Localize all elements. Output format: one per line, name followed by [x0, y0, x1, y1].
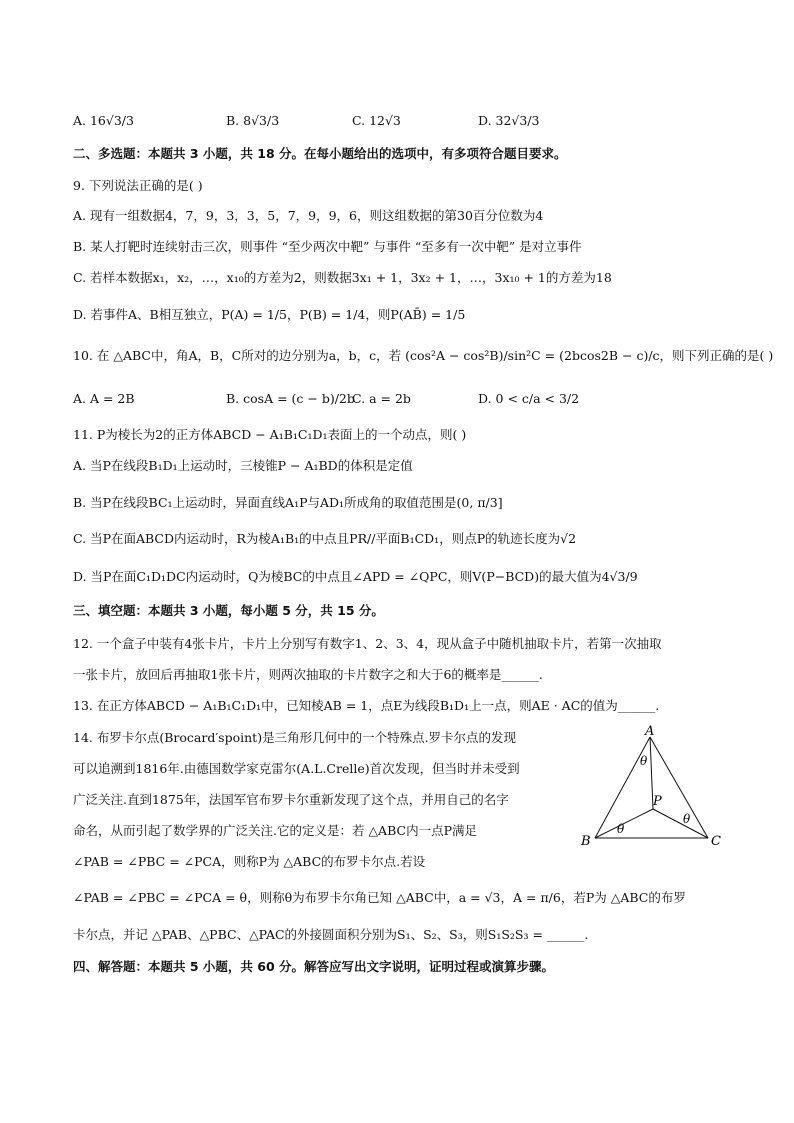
label-c: C	[711, 834, 721, 849]
brocard-triangle-figure	[575, 725, 735, 853]
q14-line-3: 广泛关注.直到1875年，法国军官布罗卡尔重新发现了这个点，并用自己的名字	[73, 792, 509, 807]
q10-option-d: D. 0 < c/a < 3/2	[478, 391, 580, 406]
section-2-title: 二、多选题：本题共 3 小题，共 18 分。在每小题给出的选项中，有多项符合题目要求。	[73, 146, 567, 161]
q9-option-a: A. 现有一组数据4，7，9，3，3，5，7，9，9，6，则这组数据的第30百分位数为4	[73, 208, 544, 223]
label-b: B	[581, 834, 591, 849]
q11-option-c: C. 当P在面ABCD内运动时，R为棱A₁B₁的中点且PR//平面B₁CD₁，则点P的轨迹长度为√2	[73, 531, 577, 546]
q14-line-2: 可以追溯到1816年.由德国数学家克雷尔(A.L.Crelle)首次发现，但当时并未受到	[73, 761, 520, 776]
q14-line-4: 命名，从而引起了数学界的广泛关注.它的定义是：若 △ABC内一点P满足	[73, 823, 477, 838]
q11-option-a: A. 当P在线段B₁D₁上运动时，三棱锥P − A₁BD的体积是定值	[73, 458, 413, 473]
q14-line-1: 14. 布罗卡尔点(Brocard′spoint)是三角形几何中的一个特殊点.罗卡尔点的发现	[73, 730, 517, 745]
q11-stem: 11. P为棱长为2的正方体ABCD − A₁B₁C₁D₁表面上的一个动点，则( )	[73, 427, 467, 442]
q8-option-a: A. 16√3/3	[73, 113, 134, 128]
q14-line-5: ∠PAB = ∠PBC = ∠PCA，则称P为 △ABC的布罗卡尔点.若设	[73, 854, 426, 869]
q12-line-2: 一张卡片，放回后再抽取1张卡片，则两次抽取的卡片数字之和大于6的概率是______.	[73, 667, 543, 682]
theta-c: θ	[683, 812, 691, 826]
q9-option-d: D. 若事件A、B相互独立，P(A) = 1/5，P(B) = 1/4，则P(AB̄) = 1/5	[73, 307, 466, 322]
label-p: P	[653, 794, 662, 809]
q10-stem: 10. 在 △ABC中，角A，B，C所对的边分别为a，b，c，若 (cos²A − cos²B)/sin²C = (2bcos2B − c)/c，则下列正确的是( )	[73, 348, 774, 363]
q10-option-b: B. cosA = (c − b)/2b	[226, 391, 355, 406]
q10-option-c: C. a = 2b	[352, 391, 411, 406]
q8-option-d: D. 32√3/3	[478, 113, 540, 128]
q14-line-7: 卡尔点，并记 △PAB、△PBC、△PAC的外接圆面积分别为S₁、S₂、S₃，则S₁S₂S₃ = ______.	[73, 927, 589, 942]
q13-text: 13. 在正方体ABCD − A₁B₁C₁D₁中，已知棱AB = 1，点E为线段B₁D₁上一点，则AE · AC的值为______.	[73, 698, 660, 713]
section-3-title: 三、填空题：本题共 3 小题，每小题 5 分，共 15 分。	[73, 603, 384, 618]
q14-line-6: ∠PAB = ∠PBC = ∠PCA = θ，则称θ为布罗卡尔角已知 △ABC中，a = √3，A = π/6，若P为 △ABC的布罗	[73, 890, 686, 905]
q8-option-c: C. 12√3	[352, 113, 401, 128]
theta-b: θ	[617, 822, 625, 836]
section-4-title: 四、解答题：本题共 5 小题，共 60 分。解答应写出文字说明，证明过程或演算步骤。	[73, 959, 555, 974]
q11-option-b: B. 当P在线段BC₁上运动时，异面直线A₁P与AD₁所成角的取值范围是(0, π/3]	[73, 495, 503, 510]
q9-option-b: B. 某人打靶时连续射击三次，则事件 “至少两次中靶” 与事件 “至多有一次中靶” 是对立事件	[73, 239, 582, 254]
q10-option-a: A. A = 2B	[73, 391, 135, 406]
q12-line-1: 12. 一个盒子中装有4张卡片，卡片上分别写有数字1、2、3、4，现从盒子中随机抽取卡片，若第一次抽取	[73, 636, 662, 651]
theta-a: θ	[640, 754, 648, 768]
label-a: A	[645, 725, 655, 739]
q9-option-c: C. 若样本数据x₁，x₂，…，x₁₀的方差为2，则数据3x₁ + 1，3x₂ + 1，…，3x₁₀ + 1的方差为18	[73, 270, 612, 285]
q11-option-d: D. 当P在面C₁D₁DC内运动时，Q为棱BC的中点且∠APD = ∠QPC，则V(P−BCD)的最大值为4√3/9	[73, 569, 638, 584]
q8-option-b: B. 8√3/3	[226, 113, 280, 128]
q9-stem: 9. 下列说法正确的是( )	[73, 178, 203, 193]
